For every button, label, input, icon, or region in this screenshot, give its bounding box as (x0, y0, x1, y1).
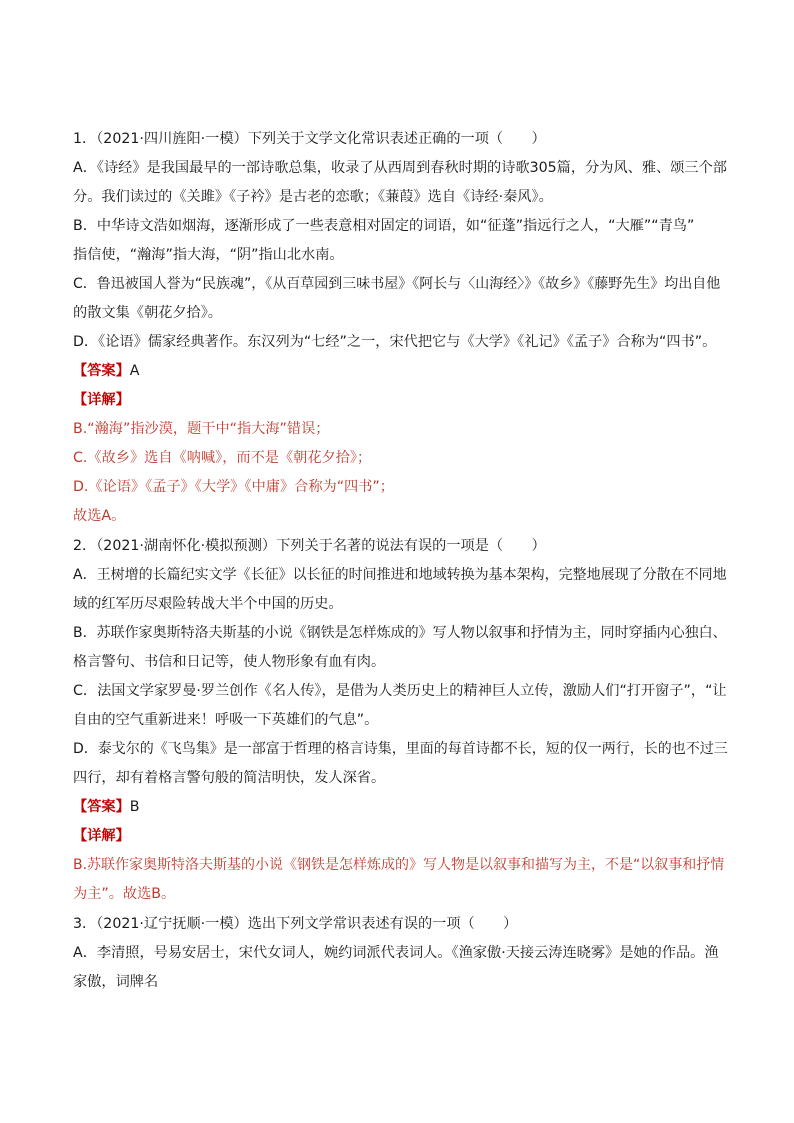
q2-option-c-line1: C．法国文学家罗曼·罗兰创作《名人传》，是借为人类历史上的精神巨人立传，激励人们“打开窗子”，“让 (73, 683, 727, 699)
answer-tag: 【答案】 (73, 799, 130, 815)
q2-option-b-line2: 格言警句、书信和日记等，使人物形象有血有肉。 (73, 654, 386, 670)
q2-detail-tag: 【详解】 (73, 828, 130, 844)
q1-option-d-line1: D．《论语》儒家经典著作。东汉列为“七经”之一，宋代把它与《大学》《礼记》《孟子》合称为“四书”。 (73, 334, 717, 350)
q2-option-d-line2: 四行，却有着格言警句般的简洁明快，发人深省。 (73, 770, 386, 786)
q3-option-a-line1: A．李清照，号易安居士，宋代女词人，婉约词派代表词人。《渔家傲·天接云涛连晓雾》是她的作品。渔 (73, 945, 719, 961)
q2-stem: 2．（2021·湖南怀化·模拟预测）下列关于名著的说法有误的一项是（ ） (73, 538, 546, 554)
q2-answer (73, 797, 140, 817)
q2-option-d-line1: D．泰戈尔的《飞鸟集》是一部富于哲理的格言诗集，里面的每首诗都不长，短的仅一两行，长的也不过三 (73, 741, 728, 757)
q1-option-b-line1: B．中华诗文浩如烟海，逐渐形成了一些表意相对固定的词语，如“征蓬”指远行之人，“大雁”“青鸟” (73, 218, 695, 234)
answer-value: A (129, 363, 140, 379)
q1-explain-line4: 故选A。 (73, 508, 126, 524)
q1-option-a-line2: 分。我们读过的《关雎》《子衿》是古老的恋歌；《蒹葭》选自《诗经·秦风》。 (73, 189, 553, 205)
q1-option-b-line2: 指信使，“瀚海”指大海，“阴”指山北水南。 (73, 247, 344, 263)
q2-option-a-line1: A．王树增的长篇纪实文学《长征》以长征的时间推进和地域转换为基本架构，完整地展现了分散在不同地 (73, 567, 727, 583)
q2-option-c-line2: 自由的空气重新进来！呼吸一下英雄们的气息”。 (73, 712, 379, 728)
q1-option-c-line2: 的散文集《朝花夕拾》。 (73, 305, 222, 321)
q2-explain-line2: 为主”。故选B。 (73, 886, 176, 902)
q1-option-c-line1: C．鲁迅被国人誉为“民族魂”，《从百草园到三味书屋》《阿长与〈山海经〉》《故乡》《藤野先生》均出自他 (73, 276, 721, 292)
q2-option-b-line1: B．苏联作家奥斯特洛夫斯基的小说《钢铁是怎样炼成的》写人物以叙事和抒情为主，同时穿插内心独白、 (73, 625, 727, 641)
q1-stem: 1．（2021·四川旌阳·一模）下列关于文学文化常识表述正确的一项（ ） (73, 131, 546, 147)
q1-option-a-line1: A．《诗经》是我国最早的一部诗歌总集，收录了从西周到春秋时期的诗歌305篇，分为风、雅、颂三个部 (73, 160, 727, 176)
answer-value: B (129, 799, 140, 815)
q1-explain-line3: D.《论语》《孟子》《大学》《中庸》合称为“四书”； (73, 479, 394, 495)
q3-stem: 3．（2021·辽宁抚顺·一模）选出下列文学常识表述有误的一项（ ） (73, 916, 518, 932)
q1-explain-line1: B.“瀚海”指沙漠，题干中“指大海”错误； (73, 421, 330, 437)
q1-explain-line2: C.《故乡》选自《呐喊》，而不是《朝花夕拾》； (73, 450, 372, 466)
answer-tag: 【答案】 (73, 363, 130, 379)
q1-answer (73, 361, 139, 381)
q1-detail-tag: 【详解】 (73, 392, 130, 408)
q2-option-a-line2: 域的红军历尽艰险转战大半个中国的历史。 (73, 596, 343, 612)
q2-explain-line1: B.苏联作家奥斯特洛夫斯基的小说《钢铁是怎样炼成的》写人物是以叙事和描写为主，不是“以叙事和抒情 (73, 857, 725, 873)
q3-option-a-line2: 家傲，词牌名 (73, 974, 159, 990)
